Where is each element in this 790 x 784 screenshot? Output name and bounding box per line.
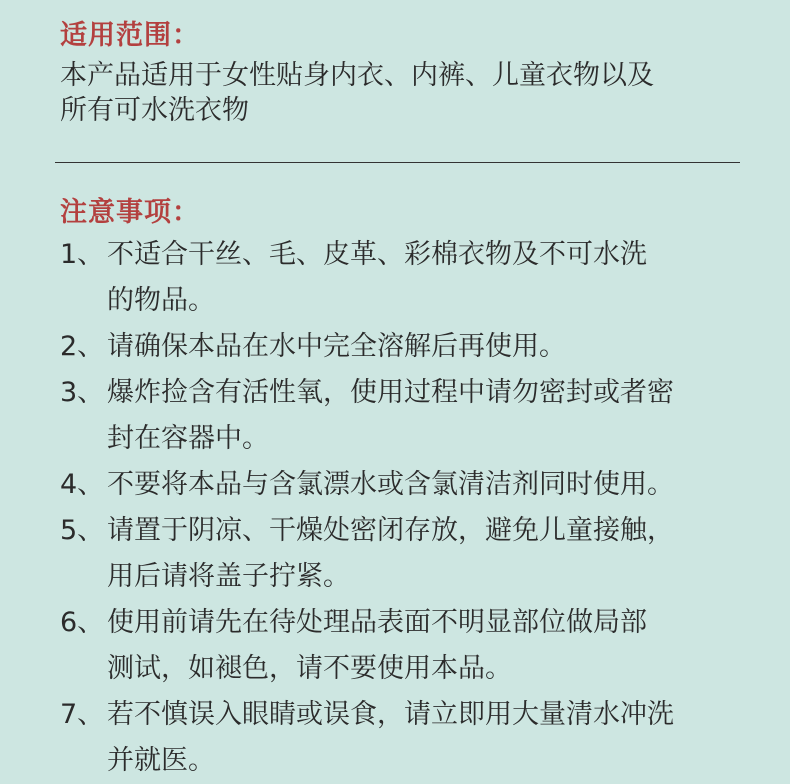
- note-item-4: [60, 462, 750, 508]
- note-text-line-2: 测试，如褪色，请不要使用本品。: [107, 653, 512, 684]
- note-text-line-2: 并就医。: [107, 745, 215, 776]
- notes-list: [60, 232, 750, 784]
- note-number: 7、: [60, 699, 105, 730]
- note-text-line-1: 爆炸捡含有活性氧，使用过程中请勿密封或者密: [107, 377, 674, 408]
- note-text-line-2: 封在容器中。: [107, 423, 269, 454]
- note-number: 3、: [60, 377, 105, 408]
- note-item-5: [60, 508, 750, 600]
- note-item-1: [60, 232, 750, 324]
- note-item-2: [60, 324, 750, 370]
- note-number: 2、: [60, 331, 105, 362]
- scope-title: 适用范围：: [60, 20, 200, 51]
- note-item-6: [60, 600, 750, 692]
- scope-text-line-1: 本产品适用于女性贴身内衣、内裤、儿童衣物以及: [60, 60, 654, 91]
- note-number: 6、: [60, 607, 105, 638]
- note-number: 5、: [60, 515, 105, 546]
- note-item-3: [60, 370, 750, 462]
- note-text-line-1: 使用前请先在待处理品表面不明显部位做局部: [107, 607, 647, 638]
- note-item-7: [60, 692, 750, 784]
- note-text-line-2: 的物品。: [107, 285, 215, 316]
- note-text-line-1: 若不慎误入眼睛或误食，请立即用大量清水冲洗: [107, 699, 674, 730]
- note-text-line-1: 请置于阴凉、干燥处密闭存放，避免儿童接触，: [107, 515, 674, 546]
- scope-text-line-2: 所有可水洗衣物: [60, 95, 249, 126]
- note-text-line-2: 用后请将盖子拧紧。: [107, 561, 350, 592]
- section-divider: [55, 162, 740, 163]
- note-number: 1、: [60, 239, 105, 270]
- note-number: 4、: [60, 469, 105, 500]
- note-text-line-1: 不适合干丝、毛、皮革、彩棉衣物及不可水洗: [107, 239, 647, 270]
- note-text-line-1: 不要将本品与含氯漂水或含氯清洁剂同时使用。: [107, 469, 674, 500]
- notes-title: 注意事项：: [60, 197, 200, 228]
- note-text-line-1: 请确保本品在水中完全溶解后再使用。: [107, 331, 566, 362]
